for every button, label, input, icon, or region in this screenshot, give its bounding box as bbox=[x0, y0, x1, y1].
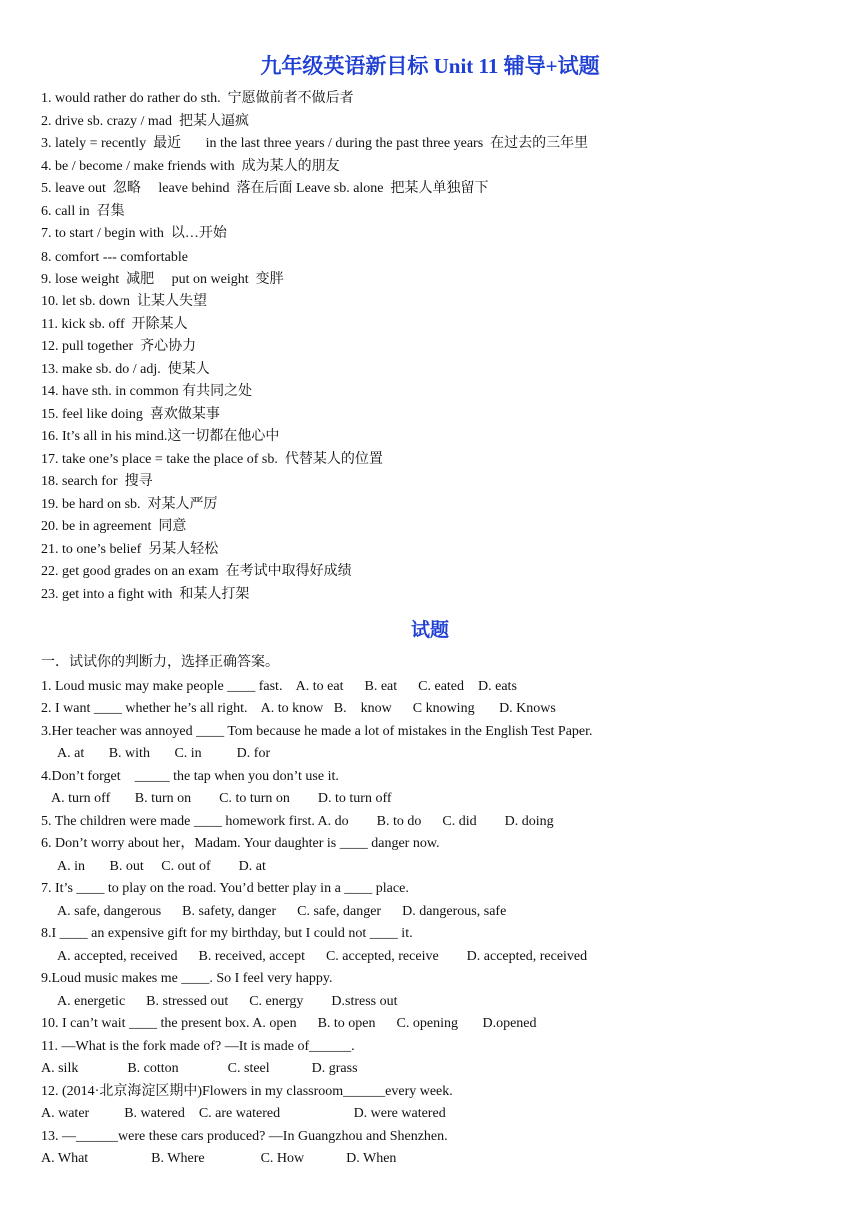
question-options: A. silk B. cotton C. steel D. grass bbox=[41, 1061, 358, 1076]
section-intro: 一．试试你的判断力，选择正确答案。 bbox=[41, 655, 279, 670]
question-line: 2. I want ____ whether he’s all right. A. to know B. know C knowing D. Knows bbox=[41, 701, 556, 716]
vocab-item: 23. get into a fight with 和某人打架 bbox=[41, 587, 250, 602]
vocab-item: 7. to start / begin with 以…开始 bbox=[41, 226, 227, 241]
vocab-item: 1. would rather do rather do sth. 宁愿做前者不做后者 bbox=[41, 91, 354, 106]
question-options: A. water B. watered C. are watered D. were watered bbox=[41, 1106, 446, 1121]
question-line: 6. Don’t worry about her，Madam. Your daughter is ____ danger now. bbox=[41, 836, 440, 851]
vocab-item: 13. make sb. do / adj. 使某人 bbox=[41, 362, 210, 377]
question-options: A. turn off B. turn on C. to turn on D. to turn off bbox=[51, 791, 392, 806]
question-line: 3.Her teacher was annoyed ____ Tom because he made a lot of mistakes in the English Test Paper. bbox=[41, 724, 593, 739]
question-line: 9.Loud music makes me ____. So I feel very happy. bbox=[41, 971, 333, 986]
question-line: 10. I can’t wait ____ the present box. A. open B. to open C. opening D.opened bbox=[41, 1016, 537, 1031]
question-options: A. accepted, received B. received, accept C. accepted, receive D. accepted, received bbox=[57, 949, 588, 964]
vocab-item: 9. lose weight 减肥 put on weight 变胖 bbox=[41, 272, 284, 287]
vocab-item: 18. search for 搜寻 bbox=[41, 474, 153, 489]
question-line: 7. It’s ____ to play on the road. You’d better play in a ____ place. bbox=[41, 881, 409, 896]
vocab-item: 8. comfort --- comfortable bbox=[41, 250, 188, 265]
vocab-item: 20. be in agreement 同意 bbox=[41, 519, 187, 534]
question-options: A. What B. Where C. How D. When bbox=[41, 1151, 397, 1166]
question-line: 1. Loud music may make people ____ fast. A. to eat B. eat C. eated D. eats bbox=[41, 679, 517, 694]
question-line: 5. The children were made ____ homework first. A. do B. to do C. did D. doing bbox=[41, 814, 554, 829]
vocab-item: 19. be hard on sb. 对某人严厉 bbox=[41, 497, 218, 512]
vocab-item: 6. call in 召集 bbox=[41, 204, 125, 219]
vocab-item: 14. have sth. in common 有共同之处 bbox=[41, 384, 253, 399]
vocab-item: 12. pull together 齐心协力 bbox=[41, 339, 197, 354]
vocab-item: 5. leave out 忽略 leave behind 落在后面 Leave sb. alone 把某人单独留下 bbox=[41, 181, 489, 196]
question-line: 8.I ____ an expensive gift for my birthday, but I could not ____ it. bbox=[41, 926, 413, 941]
vocab-item: 11. kick sb. off 开除某人 bbox=[41, 317, 188, 332]
section-title: 试题 bbox=[410, 620, 449, 641]
vocab-item: 17. take one’s place = take the place of sb. 代替某人的位置 bbox=[41, 452, 383, 467]
question-line: 11. —What is the fork made of? —It is made of______. bbox=[41, 1039, 355, 1054]
question-line: 13. —______were these cars produced? —In Guangzhou and Shenzhen. bbox=[41, 1129, 448, 1144]
vocab-item: 22. get good grades on an exam 在考试中取得好成绩 bbox=[41, 564, 352, 579]
question-line: 4.Don’t forget _____ the tap when you don’t use it. bbox=[41, 769, 339, 784]
question-options: A. energetic B. stressed out C. energy D.stress out bbox=[57, 994, 398, 1009]
vocab-item: 21. to one’s belief 另某人轻松 bbox=[41, 542, 219, 557]
question-options: A. at B. with C. in D. for bbox=[57, 746, 271, 761]
vocab-item: 4. be / become / make friends with 成为某人的朋友 bbox=[41, 159, 340, 174]
vocab-item: 10. let sb. down 让某人失望 bbox=[41, 294, 208, 309]
vocab-item: 3. lately = recently 最近 in the last three years / during the past three years 在过去的三年里 bbox=[41, 136, 589, 151]
question-options: A. safe, dangerous B. safety, danger C. safe, danger D. dangerous, safe bbox=[57, 904, 507, 919]
question-options: A. in B. out C. out of D. at bbox=[57, 859, 266, 874]
document-title: 九年级英语新目标 Unit 11 辅导+试题 bbox=[260, 54, 600, 78]
vocab-item: 16. It’s all in his mind.这一切都在他心中 bbox=[41, 429, 280, 444]
vocab-item: 2. drive sb. crazy / mad 把某人逼疯 bbox=[41, 114, 250, 129]
vocab-item: 15. feel like doing 喜欢做某事 bbox=[41, 407, 220, 422]
question-line: 12. (2014·北京海淀区期中)Flowers in my classroom______every week. bbox=[41, 1084, 453, 1099]
